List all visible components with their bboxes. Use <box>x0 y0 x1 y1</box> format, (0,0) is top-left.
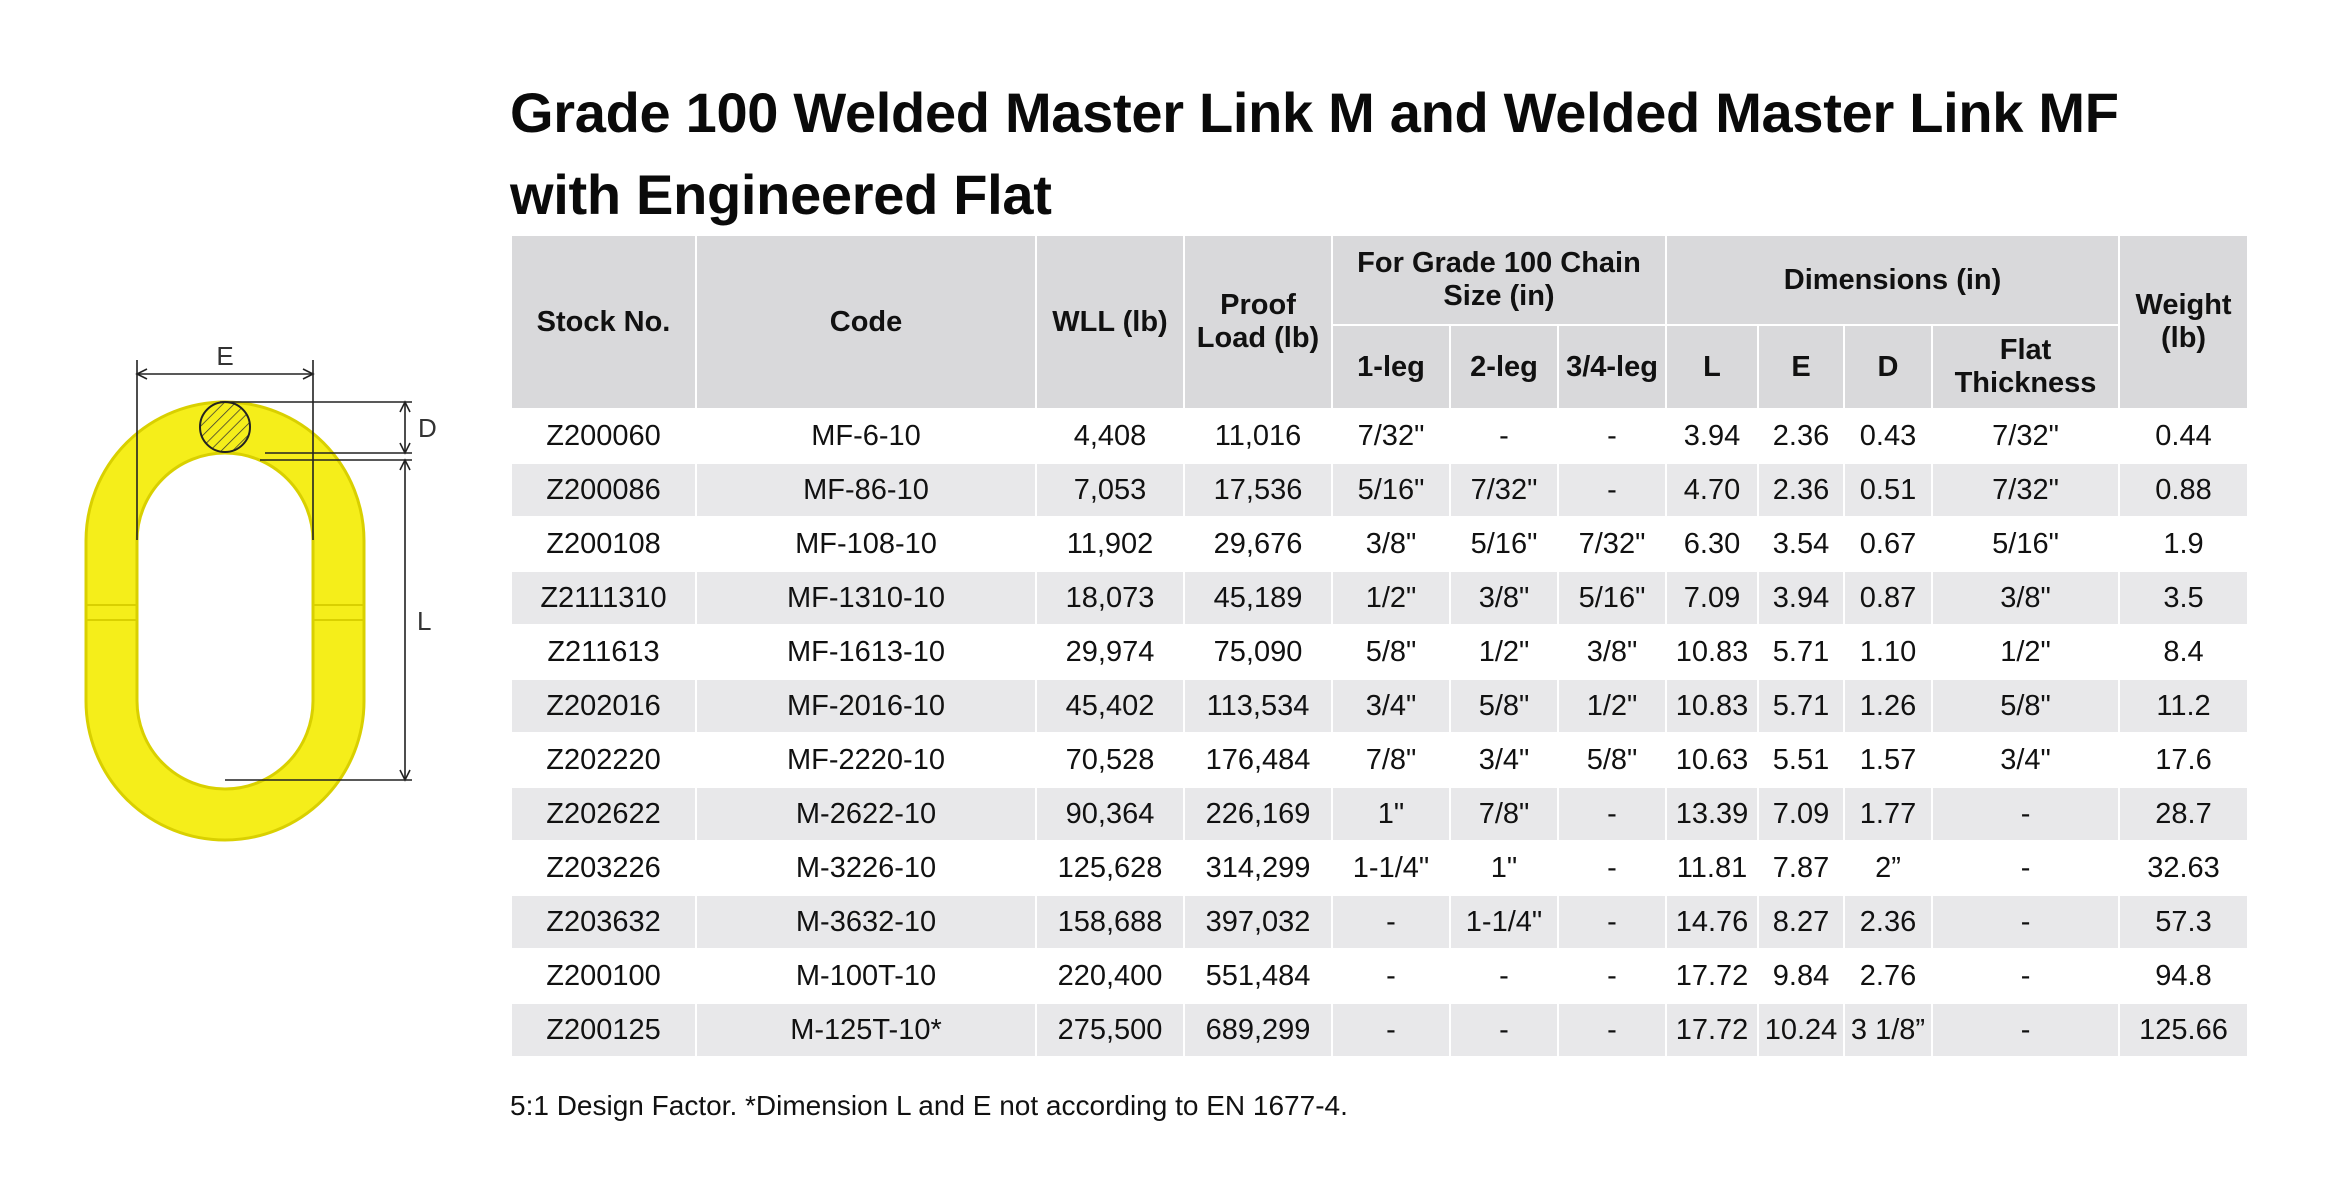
cell-stock-no: Z203632 <box>511 895 696 949</box>
link-shape <box>86 402 364 840</box>
table-row <box>511 571 2248 625</box>
cell-wll: 29,974 <box>1036 625 1184 679</box>
cell-leg-2: 7/32" <box>1450 463 1558 517</box>
cell-stock-no: Z200060 <box>511 409 696 463</box>
cell-dim-e: 9.84 <box>1758 949 1844 1003</box>
cell-leg-1: 3/8" <box>1332 517 1450 571</box>
cell-dim-l: 17.72 <box>1666 949 1758 1003</box>
cell-stock-no: Z202016 <box>511 679 696 733</box>
cell-dim-l: 10.63 <box>1666 733 1758 787</box>
cell-flat-thickness: 7/32" <box>1932 463 2119 517</box>
cell-weight: 0.44 <box>2119 409 2248 463</box>
cell-proof-load: 176,484 <box>1184 733 1332 787</box>
cell-stock-no: Z200108 <box>511 517 696 571</box>
cell-proof-load: 689,299 <box>1184 1003 1332 1057</box>
cell-dim-l: 17.72 <box>1666 1003 1758 1057</box>
cell-wll: 18,073 <box>1036 571 1184 625</box>
cell-wll: 125,628 <box>1036 841 1184 895</box>
cell-stock-no: Z2111310 <box>511 571 696 625</box>
master-link-spec-table <box>510 234 2249 1058</box>
header-2-leg: 2-leg <box>1450 325 1558 409</box>
cell-wll: 45,402 <box>1036 679 1184 733</box>
cell-wll: 158,688 <box>1036 895 1184 949</box>
header-1-leg: 1-leg <box>1332 325 1450 409</box>
cell-dim-d: 0.87 <box>1844 571 1932 625</box>
cell-dim-d: 2.36 <box>1844 895 1932 949</box>
cell-leg-3-4: 1/2" <box>1558 679 1666 733</box>
cell-leg-1: 5/8" <box>1332 625 1450 679</box>
cell-proof-load: 551,484 <box>1184 949 1332 1003</box>
cell-weight: 125.66 <box>2119 1003 2248 1057</box>
header-wll: WLL (lb) <box>1036 235 1184 409</box>
header-3-4-leg: 3/4-leg <box>1558 325 1666 409</box>
table-row <box>511 787 2248 841</box>
cell-flat-thickness: 7/32" <box>1932 409 2119 463</box>
cell-flat-thickness: - <box>1932 841 2119 895</box>
cell-leg-3-4: - <box>1558 787 1666 841</box>
cell-leg-1: 7/8" <box>1332 733 1450 787</box>
header-chain-size: For Grade 100 Chain Size (in) <box>1332 235 1666 325</box>
title-line-1: Grade 100 Welded Master Link M and Welded Master Link MF <box>510 81 2119 144</box>
cell-leg-1: 1/2" <box>1332 571 1450 625</box>
cell-flat-thickness: 1/2" <box>1932 625 2119 679</box>
cell-leg-3-4: 5/8" <box>1558 733 1666 787</box>
cell-dim-d: 1.26 <box>1844 679 1932 733</box>
cell-weight: 28.7 <box>2119 787 2248 841</box>
header-dim-d: D <box>1844 325 1932 409</box>
cell-leg-3-4: 7/32" <box>1558 517 1666 571</box>
cell-dim-d: 1.10 <box>1844 625 1932 679</box>
cell-leg-3-4: - <box>1558 841 1666 895</box>
footnote: 5:1 Design Factor. *Dimension L and E not according to EN 1677-4. <box>510 1090 1348 1121</box>
cell-leg-1: - <box>1332 949 1450 1003</box>
cell-proof-load: 45,189 <box>1184 571 1332 625</box>
cell-weight: 11.2 <box>2119 679 2248 733</box>
cell-leg-3-4: - <box>1558 949 1666 1003</box>
table-row <box>511 1003 2248 1057</box>
cell-leg-2: 1-1/4" <box>1450 895 1558 949</box>
header-dimensions: Dimensions (in) <box>1666 235 2119 325</box>
table-row <box>511 895 2248 949</box>
cell-dim-l: 11.81 <box>1666 841 1758 895</box>
table-row <box>511 463 2248 517</box>
cell-leg-2: 3/8" <box>1450 571 1558 625</box>
cell-code: M-100T-10 <box>696 949 1036 1003</box>
cell-weight: 0.88 <box>2119 463 2248 517</box>
cell-weight: 8.4 <box>2119 625 2248 679</box>
table-row <box>511 733 2248 787</box>
cell-flat-thickness: 5/16" <box>1932 517 2119 571</box>
cell-leg-1: 1-1/4" <box>1332 841 1450 895</box>
cell-proof-load: 314,299 <box>1184 841 1332 895</box>
cell-dim-d: 0.43 <box>1844 409 1932 463</box>
cell-code: M-3226-10 <box>696 841 1036 895</box>
cell-proof-load: 113,534 <box>1184 679 1332 733</box>
cell-code: M-125T-10* <box>696 1003 1036 1057</box>
cell-leg-2: 1" <box>1450 841 1558 895</box>
cell-dim-l: 4.70 <box>1666 463 1758 517</box>
cell-dim-e: 7.09 <box>1758 787 1844 841</box>
page-title <box>510 72 2290 236</box>
cell-leg-3-4: - <box>1558 409 1666 463</box>
cell-dim-l: 10.83 <box>1666 625 1758 679</box>
cell-flat-thickness: - <box>1932 787 2119 841</box>
cell-dim-l: 10.83 <box>1666 679 1758 733</box>
cell-code: MF-2220-10 <box>696 733 1036 787</box>
cell-dim-d: 3 1/8” <box>1844 1003 1932 1057</box>
cell-dim-d: 1.77 <box>1844 787 1932 841</box>
cell-code: MF-1310-10 <box>696 571 1036 625</box>
cell-proof-load: 29,676 <box>1184 517 1332 571</box>
cell-code: MF-2016-10 <box>696 679 1036 733</box>
cell-dim-e: 3.94 <box>1758 571 1844 625</box>
cell-wll: 11,902 <box>1036 517 1184 571</box>
cell-leg-2: 5/8" <box>1450 679 1558 733</box>
cell-dim-l: 13.39 <box>1666 787 1758 841</box>
table-row <box>511 517 2248 571</box>
cell-stock-no: Z203226 <box>511 841 696 895</box>
cell-proof-load: 17,536 <box>1184 463 1332 517</box>
cell-leg-1: 3/4" <box>1332 679 1450 733</box>
cell-code: M-2622-10 <box>696 787 1036 841</box>
cell-proof-load: 226,169 <box>1184 787 1332 841</box>
table-row <box>511 409 2248 463</box>
cell-wll: 220,400 <box>1036 949 1184 1003</box>
cell-leg-1: 5/16" <box>1332 463 1450 517</box>
cell-leg-2: 3/4" <box>1450 733 1558 787</box>
cell-weight: 17.6 <box>2119 733 2248 787</box>
header-flat-thickness: Flat Thickness <box>1932 325 2119 409</box>
cell-dim-d: 0.51 <box>1844 463 1932 517</box>
table-row <box>511 841 2248 895</box>
cell-dim-e: 5.71 <box>1758 679 1844 733</box>
cell-stock-no: Z200100 <box>511 949 696 1003</box>
cell-proof-load: 11,016 <box>1184 409 1332 463</box>
cell-weight: 3.5 <box>2119 571 2248 625</box>
cell-wll: 275,500 <box>1036 1003 1184 1057</box>
cell-proof-load: 75,090 <box>1184 625 1332 679</box>
cell-wll: 4,408 <box>1036 409 1184 463</box>
cell-code: MF-6-10 <box>696 409 1036 463</box>
cell-flat-thickness: - <box>1932 1003 2119 1057</box>
cell-dim-e: 5.71 <box>1758 625 1844 679</box>
table-row <box>511 949 2248 1003</box>
cell-dim-d: 2” <box>1844 841 1932 895</box>
cell-dim-d: 1.57 <box>1844 733 1932 787</box>
cell-stock-no: Z202220 <box>511 733 696 787</box>
cell-leg-3-4: 3/8" <box>1558 625 1666 679</box>
table-row <box>511 679 2248 733</box>
cell-dim-e: 3.54 <box>1758 517 1844 571</box>
table-row <box>511 625 2248 679</box>
cell-dim-e: 10.24 <box>1758 1003 1844 1057</box>
cell-stock-no: Z200125 <box>511 1003 696 1057</box>
cell-dim-l: 3.94 <box>1666 409 1758 463</box>
cell-leg-1: - <box>1332 1003 1450 1057</box>
header-dim-e: E <box>1758 325 1844 409</box>
cell-flat-thickness: 3/4" <box>1932 733 2119 787</box>
cell-dim-l: 6.30 <box>1666 517 1758 571</box>
title-line-2: with Engineered Flat <box>510 163 1052 226</box>
table-body <box>511 409 2248 1057</box>
cell-dim-l: 14.76 <box>1666 895 1758 949</box>
cell-leg-2: - <box>1450 1003 1558 1057</box>
cell-leg-1: 1" <box>1332 787 1450 841</box>
cell-leg-3-4: - <box>1558 463 1666 517</box>
cell-weight: 94.8 <box>2119 949 2248 1003</box>
cell-flat-thickness: 3/8" <box>1932 571 2119 625</box>
cell-dim-e: 8.27 <box>1758 895 1844 949</box>
cell-leg-2: - <box>1450 409 1558 463</box>
cell-code: MF-86-10 <box>696 463 1036 517</box>
cell-wll: 70,528 <box>1036 733 1184 787</box>
cell-proof-load: 397,032 <box>1184 895 1332 949</box>
cell-leg-3-4: 5/16" <box>1558 571 1666 625</box>
cell-wll: 90,364 <box>1036 787 1184 841</box>
cell-dim-d: 0.67 <box>1844 517 1932 571</box>
cell-code: MF-108-10 <box>696 517 1036 571</box>
cell-weight: 57.3 <box>2119 895 2248 949</box>
cell-wll: 7,053 <box>1036 463 1184 517</box>
label-e: E <box>216 341 234 371</box>
label-l: L <box>417 606 432 636</box>
cell-leg-2: 1/2" <box>1450 625 1558 679</box>
cell-weight: 1.9 <box>2119 517 2248 571</box>
master-link-diagram <box>60 340 480 860</box>
header-weight: Weight (lb) <box>2119 235 2248 409</box>
cell-leg-3-4: - <box>1558 895 1666 949</box>
cell-flat-thickness: 5/8" <box>1932 679 2119 733</box>
cell-dim-e: 5.51 <box>1758 733 1844 787</box>
cell-dim-e: 7.87 <box>1758 841 1844 895</box>
cell-dim-e: 2.36 <box>1758 409 1844 463</box>
cell-stock-no: Z202622 <box>511 787 696 841</box>
cell-leg-2: - <box>1450 949 1558 1003</box>
header-dim-l: L <box>1666 325 1758 409</box>
cell-flat-thickness: - <box>1932 949 2119 1003</box>
cell-dim-d: 2.76 <box>1844 949 1932 1003</box>
cell-leg-1: 7/32" <box>1332 409 1450 463</box>
cell-stock-no: Z211613 <box>511 625 696 679</box>
cell-code: MF-1613-10 <box>696 625 1036 679</box>
header-proof-load: Proof Load (lb) <box>1184 235 1332 409</box>
cell-leg-1: - <box>1332 895 1450 949</box>
label-d: D <box>418 413 437 443</box>
cell-leg-3-4: - <box>1558 1003 1666 1057</box>
cell-leg-2: 7/8" <box>1450 787 1558 841</box>
cell-dim-e: 2.36 <box>1758 463 1844 517</box>
cell-leg-2: 5/16" <box>1450 517 1558 571</box>
cell-flat-thickness: - <box>1932 895 2119 949</box>
header-code: Code <box>696 235 1036 409</box>
cell-weight: 32.63 <box>2119 841 2248 895</box>
cross-section-circle <box>200 402 250 452</box>
cell-dim-l: 7.09 <box>1666 571 1758 625</box>
header-stock-no: Stock No. <box>511 235 696 409</box>
cell-stock-no: Z200086 <box>511 463 696 517</box>
cell-code: M-3632-10 <box>696 895 1036 949</box>
